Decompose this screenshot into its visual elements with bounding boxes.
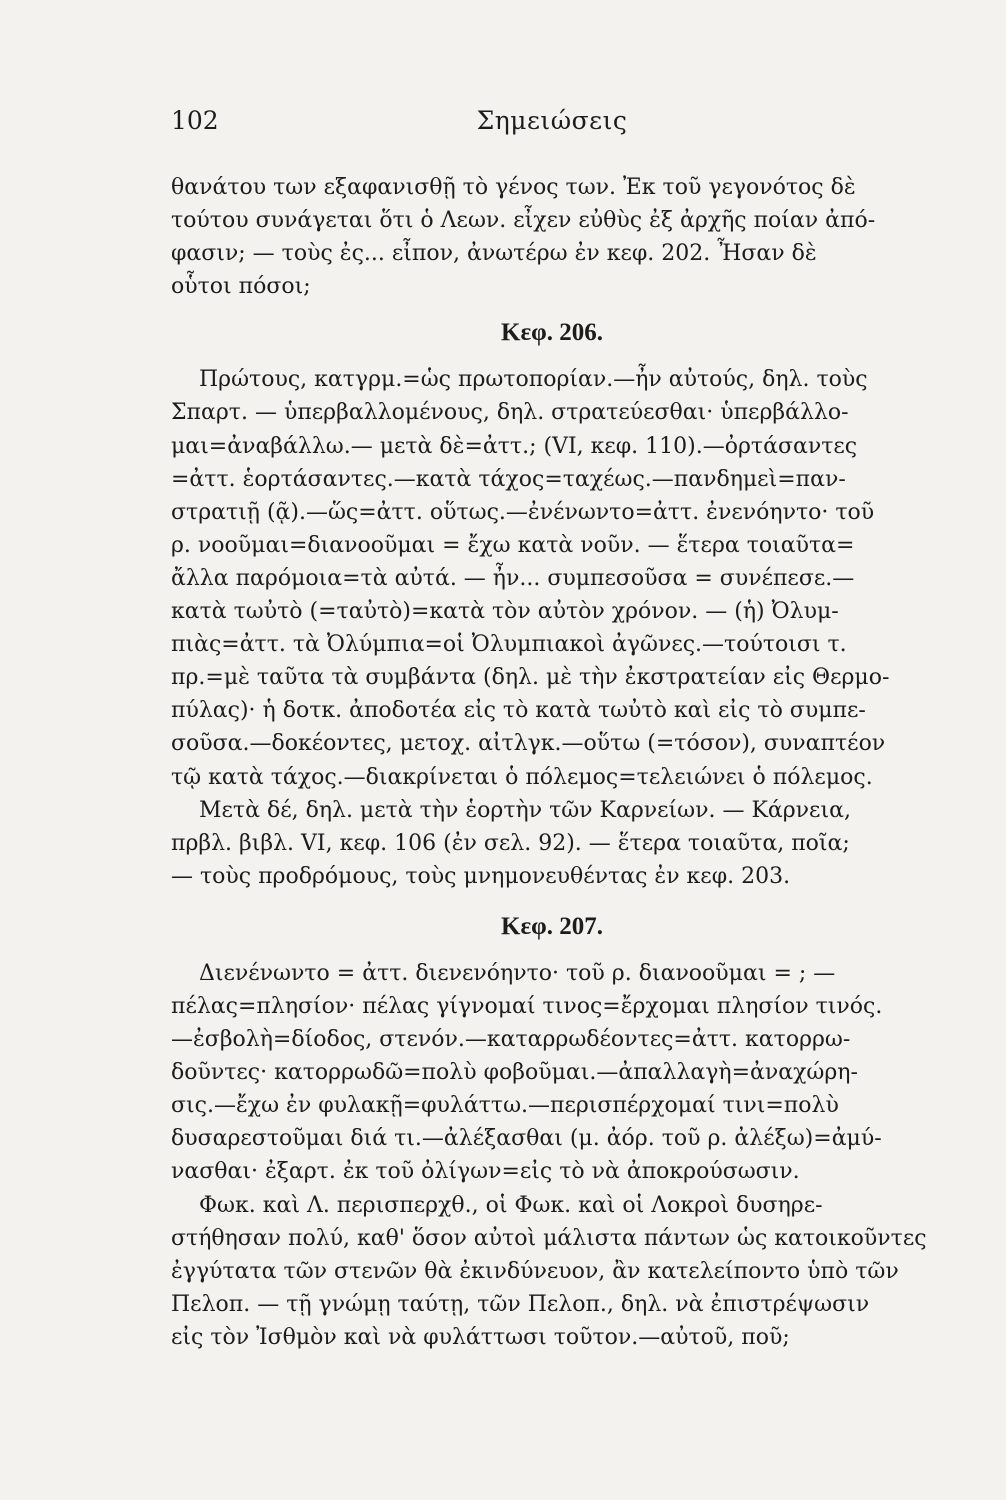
running-title: Σημειώσεις — [476, 106, 628, 135]
text-line: ἄλλα παρόμοια=τὰ αὐτά. — ἦν... συμπεσοῦσα = συνέπεσε.— — [171, 565, 855, 591]
page-number: 102 — [171, 106, 219, 135]
chapter-heading: Κεφ. 207. — [501, 912, 603, 940]
text-line: πέλας=πλησίον· πέλας γίγνομαί τινος=ἔρχομαι πλησίον τινός. — [171, 993, 883, 1019]
page-body — [171, 171, 933, 1354]
page-header — [171, 106, 933, 146]
chapter-206-paragraph-1 — [171, 363, 933, 793]
intro-paragraph — [171, 171, 933, 303]
chapter-207-paragraph-1 — [171, 957, 933, 1189]
text-line: δυσαρεστοῦμαι διά τι.—ἀλέξασθαι (μ. ἀόρ. τοῦ ρ. ἀλέξω)=ἀμύ- — [171, 1126, 882, 1152]
text-line: σοῦσα.—δοκέοντες, μετοχ. αἰτλγκ.—οὕτω (=τόσον), συναπτέον — [171, 731, 886, 757]
text-line: εἰς τὸν Ἰσθμὸν καὶ νὰ φυλάττωσι τοῦτον.—αὐτοῦ, ποῦ; — [171, 1324, 790, 1350]
text-line: νασθαι· ἐξαρτ. ἐκ τοῦ ὀλίγων=εἰς τὸ νὰ ἀποκρούσωσιν. — [171, 1159, 800, 1185]
text-line: πρβλ. βιβλ. VI, κεφ. 106 (ἐν σελ. 92). — ἕτερα τοιαῦτα, ποῖα; — [171, 830, 850, 856]
text-line: τῷ κατὰ τάχος.—διακρίνεται ὁ πόλεμος=τελειώνει ὁ πόλεμος. — [171, 764, 873, 790]
text-line: πρ.=μὲ ταῦτα τὰ συμβάντα (δηλ. μὲ τὴν ἐκστρατείαν εἰς Θερμο- — [171, 665, 890, 691]
text-line: στρατιῇ (ᾷ).—ὥς=ἀττ. οὕτως.—ἐνένωντο=ἀττ. ἐνενόηντο· τοῦ — [171, 499, 875, 525]
chapter-heading: Κεφ. 206. — [501, 319, 603, 347]
text-line: Διενένωντο = ἀττ. διενενόηντο· τοῦ ρ. διανοοῦμαι = ; — — [199, 960, 836, 986]
text-line: ρ. νοοῦμαι=διανοοῦμαι = ἔχω κατὰ νοῦν. — ἕτερα τοιαῦτα= — [171, 532, 855, 558]
chapter-206-paragraph-2 — [171, 794, 933, 893]
text-line: Πρώτους, κατγρμ.=ὡς πρωτοπορίαν.—ἦν αὐτούς, δηλ. τοὺς — [199, 367, 868, 393]
text-line: Πελοπ. — τῇ γνώμῃ ταύτῃ, τῶν Πελοπ., δηλ. νὰ ἐπιστρέψωσιν — [171, 1291, 870, 1317]
text-line: θανάτου των εξαφανισθῇ τὸ γένος των. Ἐκ τοῦ γεγονότος δὲ — [171, 175, 856, 200]
text-line: ἐγγύτατα τῶν στενῶν θὰ ἐκινδύνευον, ἂν κατελείποντο ὑπὸ τῶν — [171, 1258, 899, 1284]
text-line: δοῦντες· κατορρωδῶ=πολὺ φοβοῦμαι.—ἀπαλλαγὴ=ἀναχώρη- — [171, 1060, 858, 1086]
text-line: πιὰς=ἀττ. τὰ Ὀλύμπια=οἱ Ὀλυμπιακοὶ ἀγῶνες.—τούτοισι τ. — [171, 632, 847, 658]
text-line: μαι=ἀναβάλλω.— μετὰ δὲ=ἀττ.; (VI, κεφ. 110).—ὀρτάσαντες — [171, 433, 858, 459]
text-line: σις.—ἔχω ἐν φυλακῇ=φυλάττω.—περισπέρχομαί τινι=πολὺ — [171, 1093, 839, 1119]
text-line: τούτου συνάγεται ὅτι ὁ Λεων. εἶχεν εὐθὺς ἐξ ἀρχῆς ποίαν ἀπό- — [171, 208, 876, 234]
text-line: — τοὺς προδρόμους, τοὺς μνημονευθέντας ἐν κεφ. 203. — [171, 863, 791, 889]
text-line: κατὰ τωὐτὸ (=ταὐτὸ)=κατὰ τὸν αὐτὸν χρόνον. — (ἡ) Ὀλυμ- — [171, 599, 839, 625]
text-line: Φωκ. καὶ Λ. περισπερχθ., οἱ Φωκ. καὶ οἱ Λοκροὶ δυσηρε- — [199, 1192, 823, 1218]
text-line: Σπαρτ. — ὑπερβαλλομένους, δηλ. στρατεύεσθαι· ὑπερβάλλο- — [171, 400, 849, 426]
text-line: πύλας)· ἡ δοτκ. ἀποδοτέα εἰς τὸ κατὰ τωὐτὸ καὶ εἰς τὸ συμπε- — [171, 698, 866, 724]
text-line: φασιν; — τοὺς ἐς... εἶπον, ἀνωτέρω ἐν κεφ. 202. Ἦσαν δὲ — [171, 241, 817, 267]
text-line: οὗτοι πόσοι; — [171, 274, 311, 300]
text-line: Μετὰ δέ, δηλ. μετὰ τὴν ἑορτὴν τῶν Καρνείων. — Κάρνεια, — [199, 797, 851, 823]
text-line: στήθησαν πολύ, καθ' ὅσον αὐτοὶ μάλιστα πάντων ὡς κατοικοῦντες — [171, 1225, 927, 1251]
chapter-207-paragraph-2 — [171, 1189, 933, 1354]
text-line: =ἀττ. ἑορτάσαντες.—κατὰ τάχος=ταχέως.—πανδημεὶ=παν- — [171, 466, 846, 492]
text-line: —ἐσβολὴ=δίοδος, στενόν.—καταρρωδέοντες=ἀττ. κατορρω- — [171, 1027, 851, 1053]
